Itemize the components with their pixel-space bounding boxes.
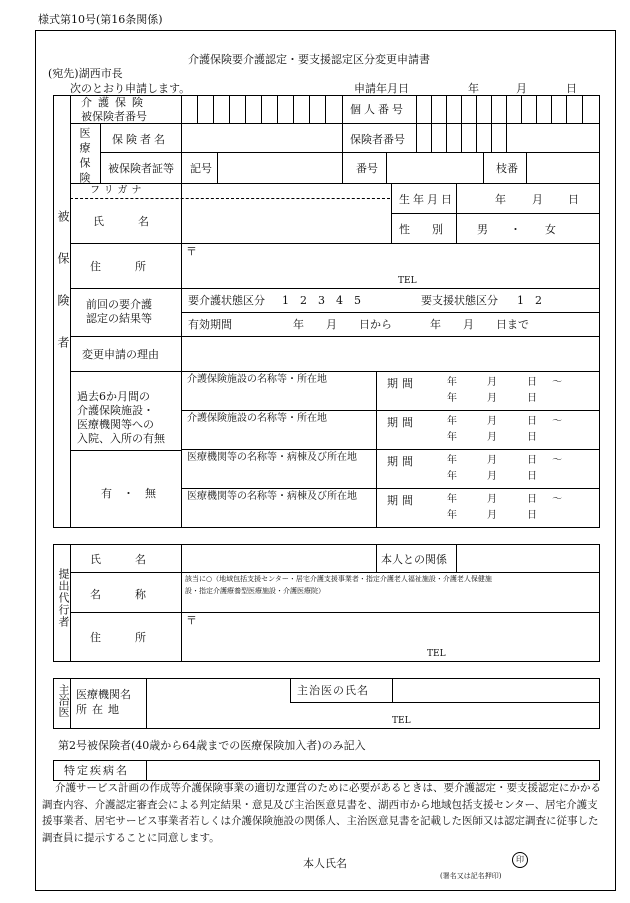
form-title: 介護保険要介護認定・要支援認定区分変更申請書 <box>188 53 430 66</box>
change-reason-input[interactable] <box>182 337 599 371</box>
facility-care-1: 介護保険施設の名称等・所在地 <box>187 374 327 385</box>
period-label-2: 期間 <box>387 416 417 429</box>
insurer-name-label: 保険者名 <box>112 133 168 146</box>
valid-from: 年 月 日から <box>293 318 392 331</box>
period-label-1: 期間 <box>387 377 417 390</box>
gender-label: 性別 <box>399 223 465 236</box>
intro-text: 次のとおり申請します。 <box>70 82 191 95</box>
doctor-inst-label-1: 医療機関名 <box>76 688 131 701</box>
application-date-month: 月 <box>516 82 527 95</box>
care-level-label: 要介護状態区分 <box>188 294 265 307</box>
support-level-label: 要支援状態区分 <box>421 294 498 307</box>
past6-label-2: 介護保険施設・ <box>77 404 154 417</box>
form-number: 様式第10号(第16条関係) <box>38 13 163 26</box>
edaban-label: 枝番 <box>496 162 518 175</box>
gender-female[interactable]: 女 <box>545 223 556 236</box>
agent-section-label: 提出代行者 <box>57 568 70 628</box>
insurer-number-label: 保険者番号 <box>350 133 405 146</box>
prev-result-label-2: 認定の結果等 <box>86 312 152 325</box>
seal-note: (署名又は記名押印) <box>440 872 502 880</box>
address-input[interactable] <box>182 244 599 288</box>
kigou-label: 記号 <box>190 162 212 175</box>
application-date-label: 申請年月日 <box>354 82 409 95</box>
gender-dot: ・ <box>510 223 521 236</box>
insurer-number-input[interactable] <box>417 124 599 152</box>
period-label-4: 期間 <box>387 494 417 507</box>
personal-number-label: 個人番号 <box>350 103 406 116</box>
address-label: 住所 <box>90 260 180 273</box>
relation-input[interactable] <box>457 545 599 572</box>
period-to-2: 年 月 日 <box>447 432 537 443</box>
insured-number-input[interactable] <box>182 96 342 123</box>
period-to-4: 年 月 日 <box>447 510 537 521</box>
doctor-inst-input[interactable] <box>147 679 290 728</box>
consent-text: 介護サービス計画の作成等介護保険事業の適切な運営のために必要があるときは、要介護認定・要支援認定にかかる調査内容、介護認定審査会による判定結果・意見及び主治医意見書を、湖西市から地域包括支援センター、居宅介護支援事業者、居宅サービス事業者若しくは介護保険施設の関係人、主治医意見書を記載した医師又は認定調査に従事した調査員に提示することに同意します。 <box>42 782 601 844</box>
personal-number-input[interactable] <box>417 96 599 123</box>
addressee: (宛先)湖西市長 <box>48 67 123 80</box>
signature-input[interactable] <box>360 852 508 870</box>
relation-label: 本人との関係 <box>381 553 447 566</box>
name-label: 氏名 <box>93 215 183 228</box>
agent-entity-label: 名称 <box>90 588 180 601</box>
medical-insurance-label: 医療保険 <box>78 127 91 187</box>
address-tel-label: TEL <box>398 276 417 286</box>
doctor-tel-label: TEL <box>392 716 411 726</box>
gender-male[interactable]: 男 <box>477 223 488 236</box>
period-label-3: 期間 <box>387 455 417 468</box>
valid-to: 年 月 日まで <box>430 318 529 331</box>
care-level-options[interactable]: 1 2 3 4 5 <box>282 294 361 307</box>
application-date-day: 日 <box>566 82 577 95</box>
furigana-input[interactable] <box>182 184 390 198</box>
support-level-options[interactable]: 1 2 <box>517 294 542 307</box>
insured-card-label: 被保険者証等 <box>108 162 174 175</box>
prev-result-label-1: 前回の要介護 <box>86 298 152 311</box>
change-reason-label: 変更申請の理由 <box>82 348 159 361</box>
period-from-3: 年 月 日 ～ <box>447 455 563 466</box>
name-input[interactable] <box>182 199 390 243</box>
type2-note: 第2号被保険者(40歳から64歳までの医療保険加入者)のみ記入 <box>58 739 366 752</box>
agent-name-label: 氏名 <box>90 553 180 566</box>
agent-entity-input[interactable] <box>182 597 599 612</box>
past6-label-1: 過去6か月間の <box>77 390 150 403</box>
agent-address-input[interactable] <box>182 613 599 661</box>
insured-number-label: 介護保険 <box>81 96 149 109</box>
birth-year: 年 <box>495 193 506 206</box>
disease-input[interactable] <box>147 761 599 780</box>
past6-label-4: 入院、入所の有無 <box>77 432 165 445</box>
period-from-2: 年 月 日 ～ <box>447 416 563 427</box>
period-from-4: 年 月 日 ～ <box>447 494 563 505</box>
postal-mark: 〒 <box>186 245 197 258</box>
facility-care-2: 介護保険施設の名称等・所在地 <box>187 413 327 424</box>
facility-medical-2: 医療機関等の名称等・病棟及び所在地 <box>187 491 357 502</box>
seal-icon: 印 <box>512 852 528 868</box>
furigana-label: フリガナ <box>90 185 146 196</box>
period-from-1: 年 月 日 ～ <box>447 377 563 388</box>
insurer-name-input[interactable] <box>182 124 344 152</box>
birth-month: 月 <box>532 193 543 206</box>
birth-date-input[interactable] <box>457 184 599 213</box>
past6-label-3: 医療機関等への <box>77 418 154 431</box>
doctor-section-label: 主治医 <box>57 684 70 717</box>
signature-label: 本人氏名 <box>303 857 347 870</box>
period-to-3: 年 月 日 <box>447 471 537 482</box>
yes-no-option[interactable]: 有 ・ 無 <box>101 487 156 500</box>
valid-period-label: 有効期間 <box>188 318 232 331</box>
agent-postal-mark: 〒 <box>186 614 197 627</box>
doctor-name-label: 主治医の氏名 <box>297 684 369 697</box>
agent-tel-label: TEL <box>427 649 446 659</box>
doctor-inst-label-2: 所在地 <box>76 703 124 716</box>
birth-day: 日 <box>568 193 579 206</box>
insured-section-label: 被保険者 <box>56 210 70 378</box>
doctor-name-input[interactable] <box>393 679 599 702</box>
edaban-input[interactable] <box>527 153 599 183</box>
agent-applicable-2: 設・指定介護療養型医療施設・介護医療院） <box>185 587 325 595</box>
disease-label: 特定疾病名 <box>64 764 129 777</box>
application-date-year: 年 <box>468 82 479 95</box>
agent-applicable-1: 該当に○（地域包括支援センター・居宅介護支援事業者・指定介護老人福祉施設・介護老人保健施 <box>185 575 492 583</box>
insured-number-label-2: 被保険者番号 <box>81 110 147 123</box>
facility-medical-1: 医療機関等の名称等・病棟及び所在地 <box>187 452 357 463</box>
agent-address-label: 住所 <box>90 631 180 644</box>
birth-date-label: 生年月日 <box>399 193 455 206</box>
agent-name-input[interactable] <box>182 545 376 572</box>
bangou-input[interactable] <box>387 153 483 183</box>
period-to-1: 年 月 日 <box>447 393 537 404</box>
kigou-input[interactable] <box>218 153 342 183</box>
bangou-label: 番号 <box>356 162 378 175</box>
